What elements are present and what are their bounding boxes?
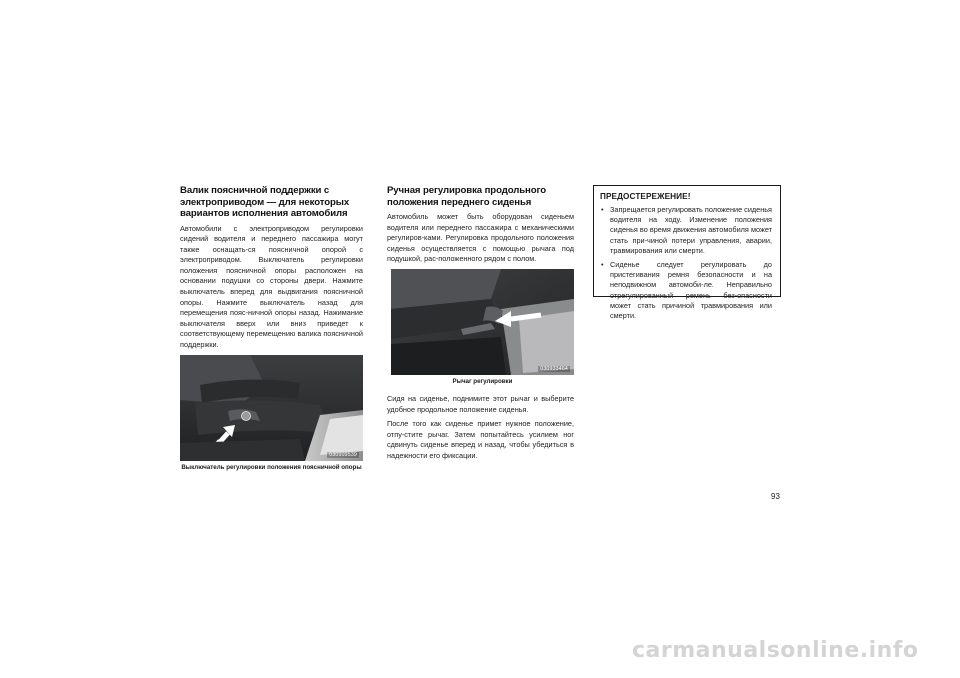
page-number: 93	[771, 492, 780, 501]
seat-side-illustration	[180, 355, 363, 461]
left-column	[180, 185, 363, 480]
paragraph-lumbar: Автомобили с электроприводом регулировки сидений водителя и переднего пассажира могут также оснащать-ся поясничной опорой с электроприводом. Выключатель регулировки положения поясничной опоры расположен на основании подушки со стороны двери. Нажмите выключатель вперед для выдвигания поясничной опоры. Нажмите выключатель назад для перемещения пояс-ничной опоры назад. Нажимание выключателя вверх или вниз приведет к соответствующему перемещению валика поясничной поддержки.	[180, 223, 363, 350]
bullet-icon: •	[601, 205, 604, 214]
lumbar-switch-photo	[180, 355, 363, 461]
paragraph-manual-step2: После того как сиденье примет нужное положение, отпу-стите рычаг. Затем попытайтесь усилием ног сдвинуть сиденье вперед и назад, чтобы убедиться в надежности его фиксации.	[387, 419, 574, 460]
figure-caption-lumbar: Выключатель регулировки положения поясничной опоры	[181, 463, 362, 471]
warning-item-text: Запрещается регулировать положение сиденья водителя на ходу. Изменение положения сиденья во время движения автомобиля может стать при-чиной потери управления, аварии, травмирования или смерти.	[610, 205, 772, 255]
warning-title: ПРЕДОСТЕРЕЖЕНИЕ!	[600, 192, 691, 201]
adjust-lever-photo	[391, 269, 574, 375]
warning-item	[600, 205, 772, 256]
warning-item	[600, 260, 772, 321]
image-code: 030933464	[540, 365, 568, 372]
bullet-icon: •	[601, 260, 604, 270]
watermark: carmanualsonline.info	[632, 638, 919, 663]
figure-caption-lever: Рычаг регулировки	[452, 377, 513, 385]
section-heading-manual: Ручная регулировка продольного положения переднего сиденья	[387, 185, 546, 208]
middle-column	[387, 185, 574, 466]
right-column	[593, 185, 781, 321]
section-heading-lumbar: Валик поясничной поддержки с электроприводом — для некоторых вариантов исполнения автомобиля	[180, 185, 350, 219]
seat-lever-illustration	[391, 269, 574, 375]
warning-box	[593, 185, 781, 321]
image-code: 030909539	[329, 451, 357, 458]
paragraph-manual-step1: Сидя на сиденье, поднимите этот рычаг и выберите удобное продольное положение сиденья.	[387, 393, 574, 414]
warning-list	[600, 205, 772, 321]
warning-item-text: Сиденье следует регулировать до пристегивания ремня безопасности и на неподвижном автомоби-ле. Неправильно отрегулированный ремень без-опасности может стать причиной травмирования или смерти.	[610, 260, 772, 321]
paragraph-manual-intro: Автомобиль может быть оборудован сиденьем водителя или переднего пассажира с механическими регулиров-ками. Регулировка продольного положения сиденья осуществляется с помощью рычага под подушкой, рас-положенного рядом с полом.	[387, 212, 574, 264]
